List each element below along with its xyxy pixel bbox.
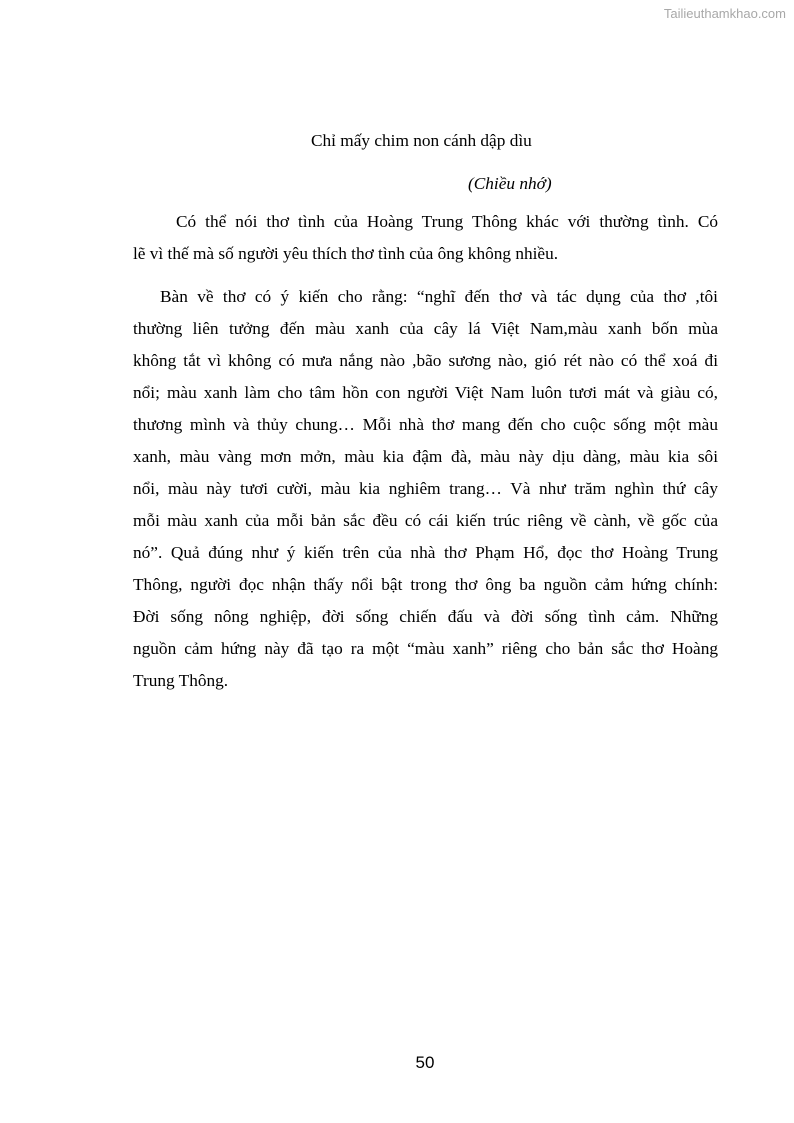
poem-source: (Chiều nhớ) xyxy=(468,174,552,193)
text-line: nguồn cảm hứng này đã tạo ra một “màu xanh” riêng cho bản sắc thơ Hoàng xyxy=(133,639,718,658)
text-line: nó”. Quả đúng như ý kiến trên của nhà thơ Phạm Hổ, đọc thơ Hoàng Trung xyxy=(133,543,718,562)
text-line: mỗi màu xanh của mỗi bản sắc đều có cái kiến trúc riêng về cành, về gốc của xyxy=(133,511,718,530)
text-line: lẽ vì thế mà số người yêu thích thơ tình của ông không nhiều. xyxy=(133,244,559,263)
text-line: thường liên tưởng đến màu xanh của cây lá Việt Nam,màu xanh bốn mùa xyxy=(133,319,718,338)
text-line: nổi, màu này tươi cười, màu kia nghiêm trang… Và như trăm nghìn thứ cây xyxy=(133,479,718,498)
watermark: Tailieuthamkhao.com xyxy=(663,6,786,21)
text-line: Có thể nói thơ tình của Hoàng Trung Thông khác với thường tình. Có xyxy=(176,212,718,231)
text-line: nổi; màu xanh làm cho tâm hồn con người Việt Nam luôn tươi mát và giàu có, xyxy=(133,383,718,402)
text-line: không tắt vì không có mưa nắng nào ,bão sương nào, gió rét nào có thể xoá đi xyxy=(133,351,718,370)
text-line: Đời sống nông nghiệp, đời sống chiến đấu và đời sống tình cảm. Những xyxy=(133,607,718,626)
text-line: Trung Thông. xyxy=(133,671,229,690)
page-number: 50 xyxy=(415,1053,435,1072)
text-line: xanh, màu vàng mơn mởn, màu kia đậm đà, màu này dịu dàng, màu kia sôi xyxy=(133,447,718,466)
text-line: thương mình và thủy chung… Mỗi nhà thơ mang đến cho cuộc sống một màu xyxy=(133,415,718,434)
text-line: Bàn về thơ có ý kiến cho rằng: “nghĩ đến thơ và tác dụng của thơ ,tôi xyxy=(160,287,718,306)
poem-line: Chỉ mấy chim non cánh dập dìu xyxy=(311,131,532,150)
text-line: Thông, người đọc nhận thấy nổi bật trong thơ ông ba nguồn cảm hứng chính: xyxy=(133,575,718,594)
